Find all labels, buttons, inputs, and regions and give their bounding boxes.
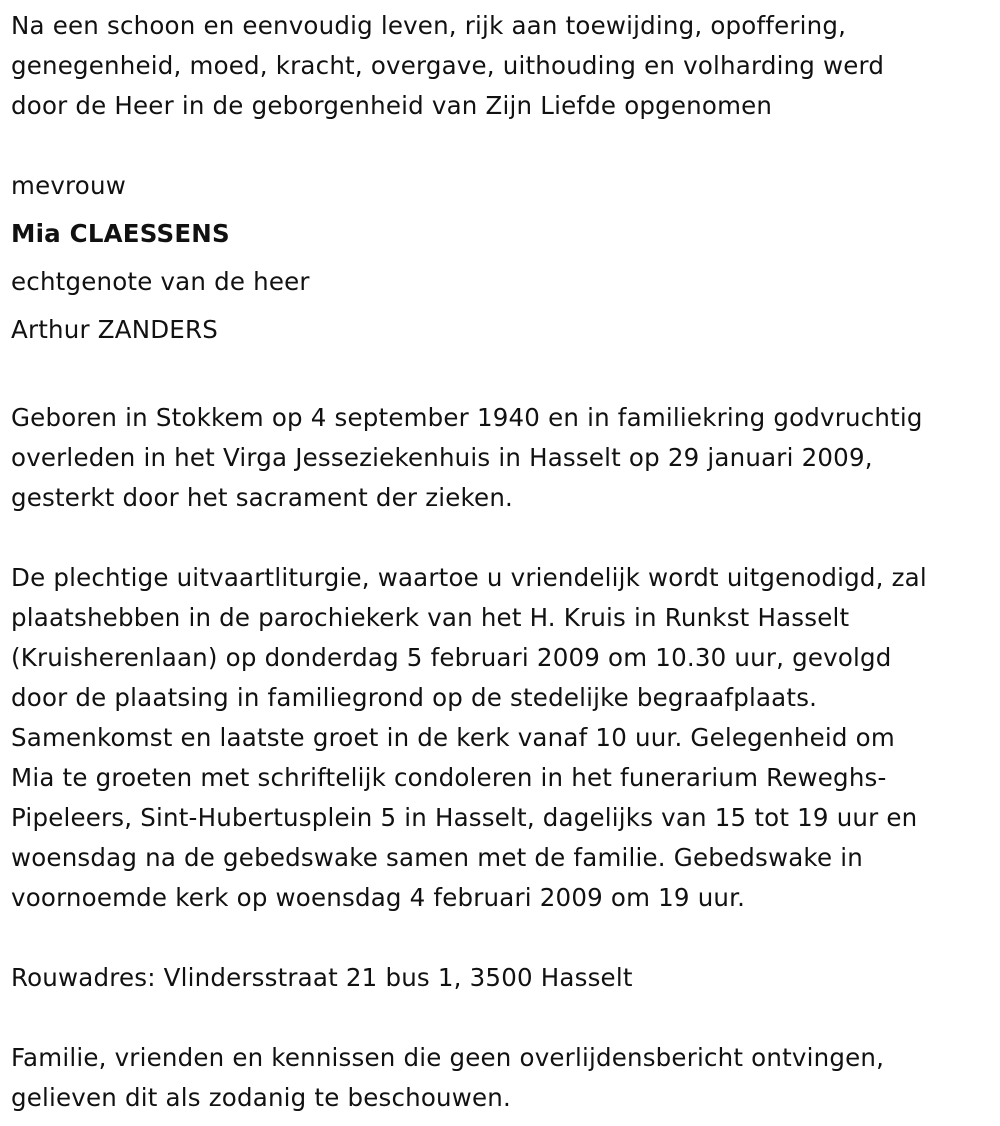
deceased-name: Mia CLAESSENS xyxy=(11,219,230,248)
funeral-paragraph: De plechtige uitvaartliturgie, waartoe u vriendelijk wordt uitgenodigd, zal plaatshebben in de parochiekerk van het H. Kruis in Runkst Hasselt (Kruisherenlaan) op donderdag 5 februari 2009 om 10.30 uur, gevolgd door de plaatsing in familiegrond op de stedelijke begraafplaats. Samenkomst en laatste groet in de kerk vanaf 10 uur. Gelegenheid om Mia te groeten met schriftelijk condoleren in het funerarium Reweghs- Pipeleers, Sint-Hubertusplein 5 in Hasselt, dagelijks van 15 tot 19 uur en woensdag na de gebedswake samen met de familie. Gebedswake in voornoemde kerk op woensdag 4 februari 2009 om 19 uur. xyxy=(11,563,927,912)
spouse-name: Arthur ZANDERS xyxy=(11,315,218,344)
obituary-document xyxy=(11,0,996,1118)
birth-death-paragraph: Geboren in Stokkem op 4 september 1940 en in familiekring godvruchtig overleden in het Virga Jesseziekenhuis in Hasselt op 29 januari 2009, gesterkt door het sacrament der zieken. xyxy=(11,403,923,512)
intro-paragraph: Na een schoon en eenvoudig leven, rijk aan toewijding, opoffering, genegenheid, moed, kracht, overgave, uithouding en volharding werd door de Heer in de geborgenheid van Zijn Liefde opgenomen xyxy=(11,11,885,120)
closing-paragraph: Familie, vrienden en kennissen die geen overlijdensbericht ontvingen, gelieven dit als zodanig te beschouwen. xyxy=(11,1043,885,1112)
title-prefix: mevrouw xyxy=(11,171,126,200)
relation-text: echtgenote van de heer xyxy=(11,267,310,296)
address-line: Rouwadres: Vlindersstraat 21 bus 1, 3500 Hasselt xyxy=(11,963,633,992)
